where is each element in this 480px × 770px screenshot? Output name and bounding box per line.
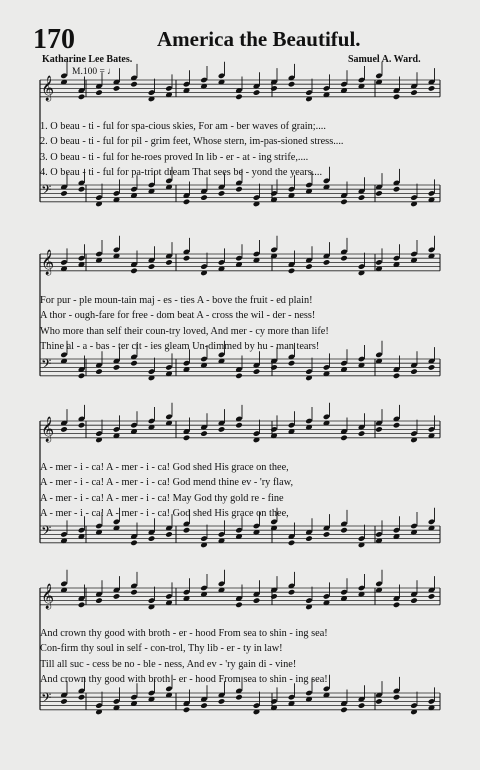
note-head	[78, 94, 86, 101]
note-head	[78, 694, 86, 701]
note-head	[78, 373, 86, 380]
note-head	[358, 194, 366, 201]
note-head	[183, 527, 191, 534]
note-head	[428, 85, 436, 92]
lyric-line: A - mer - i - ca! A - mer - i - ca! God shed His grace on thee,	[40, 462, 289, 473]
note-head	[235, 602, 243, 609]
note-head	[95, 597, 103, 604]
note-head	[428, 364, 436, 371]
lyric-line: Who more than self their coun-try loved, And mer - cy more than life!	[40, 325, 329, 337]
note-head	[340, 435, 348, 442]
hymn-number: 170	[33, 24, 75, 55]
note-head	[113, 364, 121, 371]
lyric-line: For pur - ple moun-tain maj - es - ties A - bove the fruit - ed plain!	[40, 295, 313, 306]
composer: Samuel A. Ward.	[348, 54, 421, 65]
note-head	[253, 368, 261, 375]
note-head	[60, 190, 68, 197]
note-head	[288, 81, 296, 88]
lyric-line: A - mer - i - ca! A - mer - i - ca! May God thy gold re - fine	[40, 492, 284, 504]
note-head	[235, 94, 243, 101]
note-head	[410, 368, 418, 375]
note-head	[375, 190, 383, 197]
note-head	[410, 89, 418, 96]
bass-clef-icon: 𝄢	[41, 690, 52, 709]
note-head	[410, 597, 418, 604]
note-head	[95, 368, 103, 375]
bass-clef-icon: 𝄢	[41, 356, 52, 375]
lyric-line: 3. O beau - ti - ful for he-roes proved In lib - er - at - ing strife,....	[40, 151, 309, 163]
lyric-line: A thor - ough-fare for free - dom beat A - cross the wil - der - ness!	[40, 310, 316, 322]
lyric-line: 1. O beau - ti - ful for spa-cious skies, For am - ber waves of grain;....	[40, 121, 326, 132]
note-head	[78, 422, 86, 429]
note-head	[375, 426, 383, 433]
note-head	[393, 94, 401, 101]
note-head	[235, 422, 243, 429]
note-head	[340, 527, 348, 534]
note-head	[358, 702, 366, 709]
note-head	[218, 426, 226, 433]
note-head	[323, 259, 331, 266]
lyric-line: A - mer - i - ca! A - mer - i - ca! God shed His grace on thee,	[40, 508, 289, 520]
note-head	[340, 255, 348, 262]
note-head	[130, 268, 138, 275]
lyrics-system-3	[40, 460, 293, 522]
note-head	[393, 422, 401, 429]
note-head	[428, 593, 436, 600]
note-head	[95, 89, 103, 96]
lyric-line: And crown thy good with broth - er - hood From sea to shin - ing sea!	[40, 674, 328, 686]
note-head	[270, 85, 278, 92]
note-head	[200, 702, 208, 709]
note-head	[78, 186, 86, 193]
note-head	[253, 597, 261, 604]
treble-clef-icon: 𝄞	[41, 584, 55, 609]
bass-clef-icon: 𝄢	[41, 182, 52, 201]
lyrics-system-1	[40, 119, 344, 181]
note-head	[200, 430, 208, 437]
note-head	[200, 194, 208, 201]
note-head	[130, 360, 138, 367]
lyric-line: And crown thy good with broth - er - hood From sea to shin - ing sea!	[40, 628, 328, 639]
note-head	[340, 707, 348, 714]
note-head	[60, 698, 68, 705]
note-head	[165, 259, 173, 266]
note-head	[340, 199, 348, 206]
note-head	[393, 694, 401, 701]
lyrics-system-4	[40, 626, 328, 688]
note-head	[323, 531, 331, 538]
treble-clef-icon: 𝄞	[41, 250, 55, 275]
note-head	[305, 535, 313, 542]
lyric-line: A - mer - i - ca! A - mer - i - ca! God mend thine ev - 'ry flaw,	[40, 477, 294, 489]
note-head	[288, 589, 296, 596]
note-head	[235, 186, 243, 193]
note-head	[305, 263, 313, 270]
lyrics-system-2	[40, 293, 329, 355]
note-head	[183, 255, 191, 262]
tempo-marking: M.100 = ♩	[72, 67, 117, 77]
note-head	[130, 540, 138, 547]
note-head	[393, 602, 401, 609]
note-head	[113, 593, 121, 600]
note-head	[130, 81, 138, 88]
note-head	[218, 698, 226, 705]
note-head	[78, 602, 86, 609]
note-head	[60, 426, 68, 433]
note-head	[235, 694, 243, 701]
lyric-line: Till all suc - cess be no - ble - ness, And ev - 'ry gain di - vine!	[40, 658, 297, 670]
note-head	[375, 698, 383, 705]
lyricist: Katharine Lee Bates.	[42, 54, 133, 65]
note-head	[165, 531, 173, 538]
note-head	[270, 593, 278, 600]
note-head	[393, 373, 401, 380]
treble-clef-icon: 𝄞	[41, 76, 55, 101]
note-head	[183, 707, 191, 714]
note-head	[288, 268, 296, 275]
note-head	[253, 89, 261, 96]
note-head	[183, 435, 191, 442]
note-head	[358, 430, 366, 437]
treble-clef-icon: 𝄞	[41, 417, 55, 442]
hymn-title: America the Beautiful.	[157, 27, 361, 51]
note-head	[183, 199, 191, 206]
note-head	[393, 186, 401, 193]
note-head	[130, 589, 138, 596]
lyric-line: 2. O beau - ti - ful for pil - grim feet, Whose stern, im-pas-sioned stress....	[40, 136, 344, 148]
lyric-line: Thine al - a - bas - ter cit - ies gleam Un-dimmed by hu - man tears!	[40, 341, 320, 353]
note-head	[288, 540, 296, 547]
note-head	[113, 85, 121, 92]
note-head	[218, 190, 226, 197]
note-head	[288, 360, 296, 367]
note-head	[148, 535, 156, 542]
note-head	[270, 364, 278, 371]
lyric-line: Con-firm thy soul in self - con-trol, Thy lib - er - ty in law!	[40, 643, 283, 655]
note-head	[148, 263, 156, 270]
lyric-line: 4. O beau - ti - ful for pa-triot dream That sees be - yond the years....	[40, 167, 323, 179]
note-head	[235, 373, 243, 380]
bass-clef-icon: 𝄢	[41, 523, 52, 542]
